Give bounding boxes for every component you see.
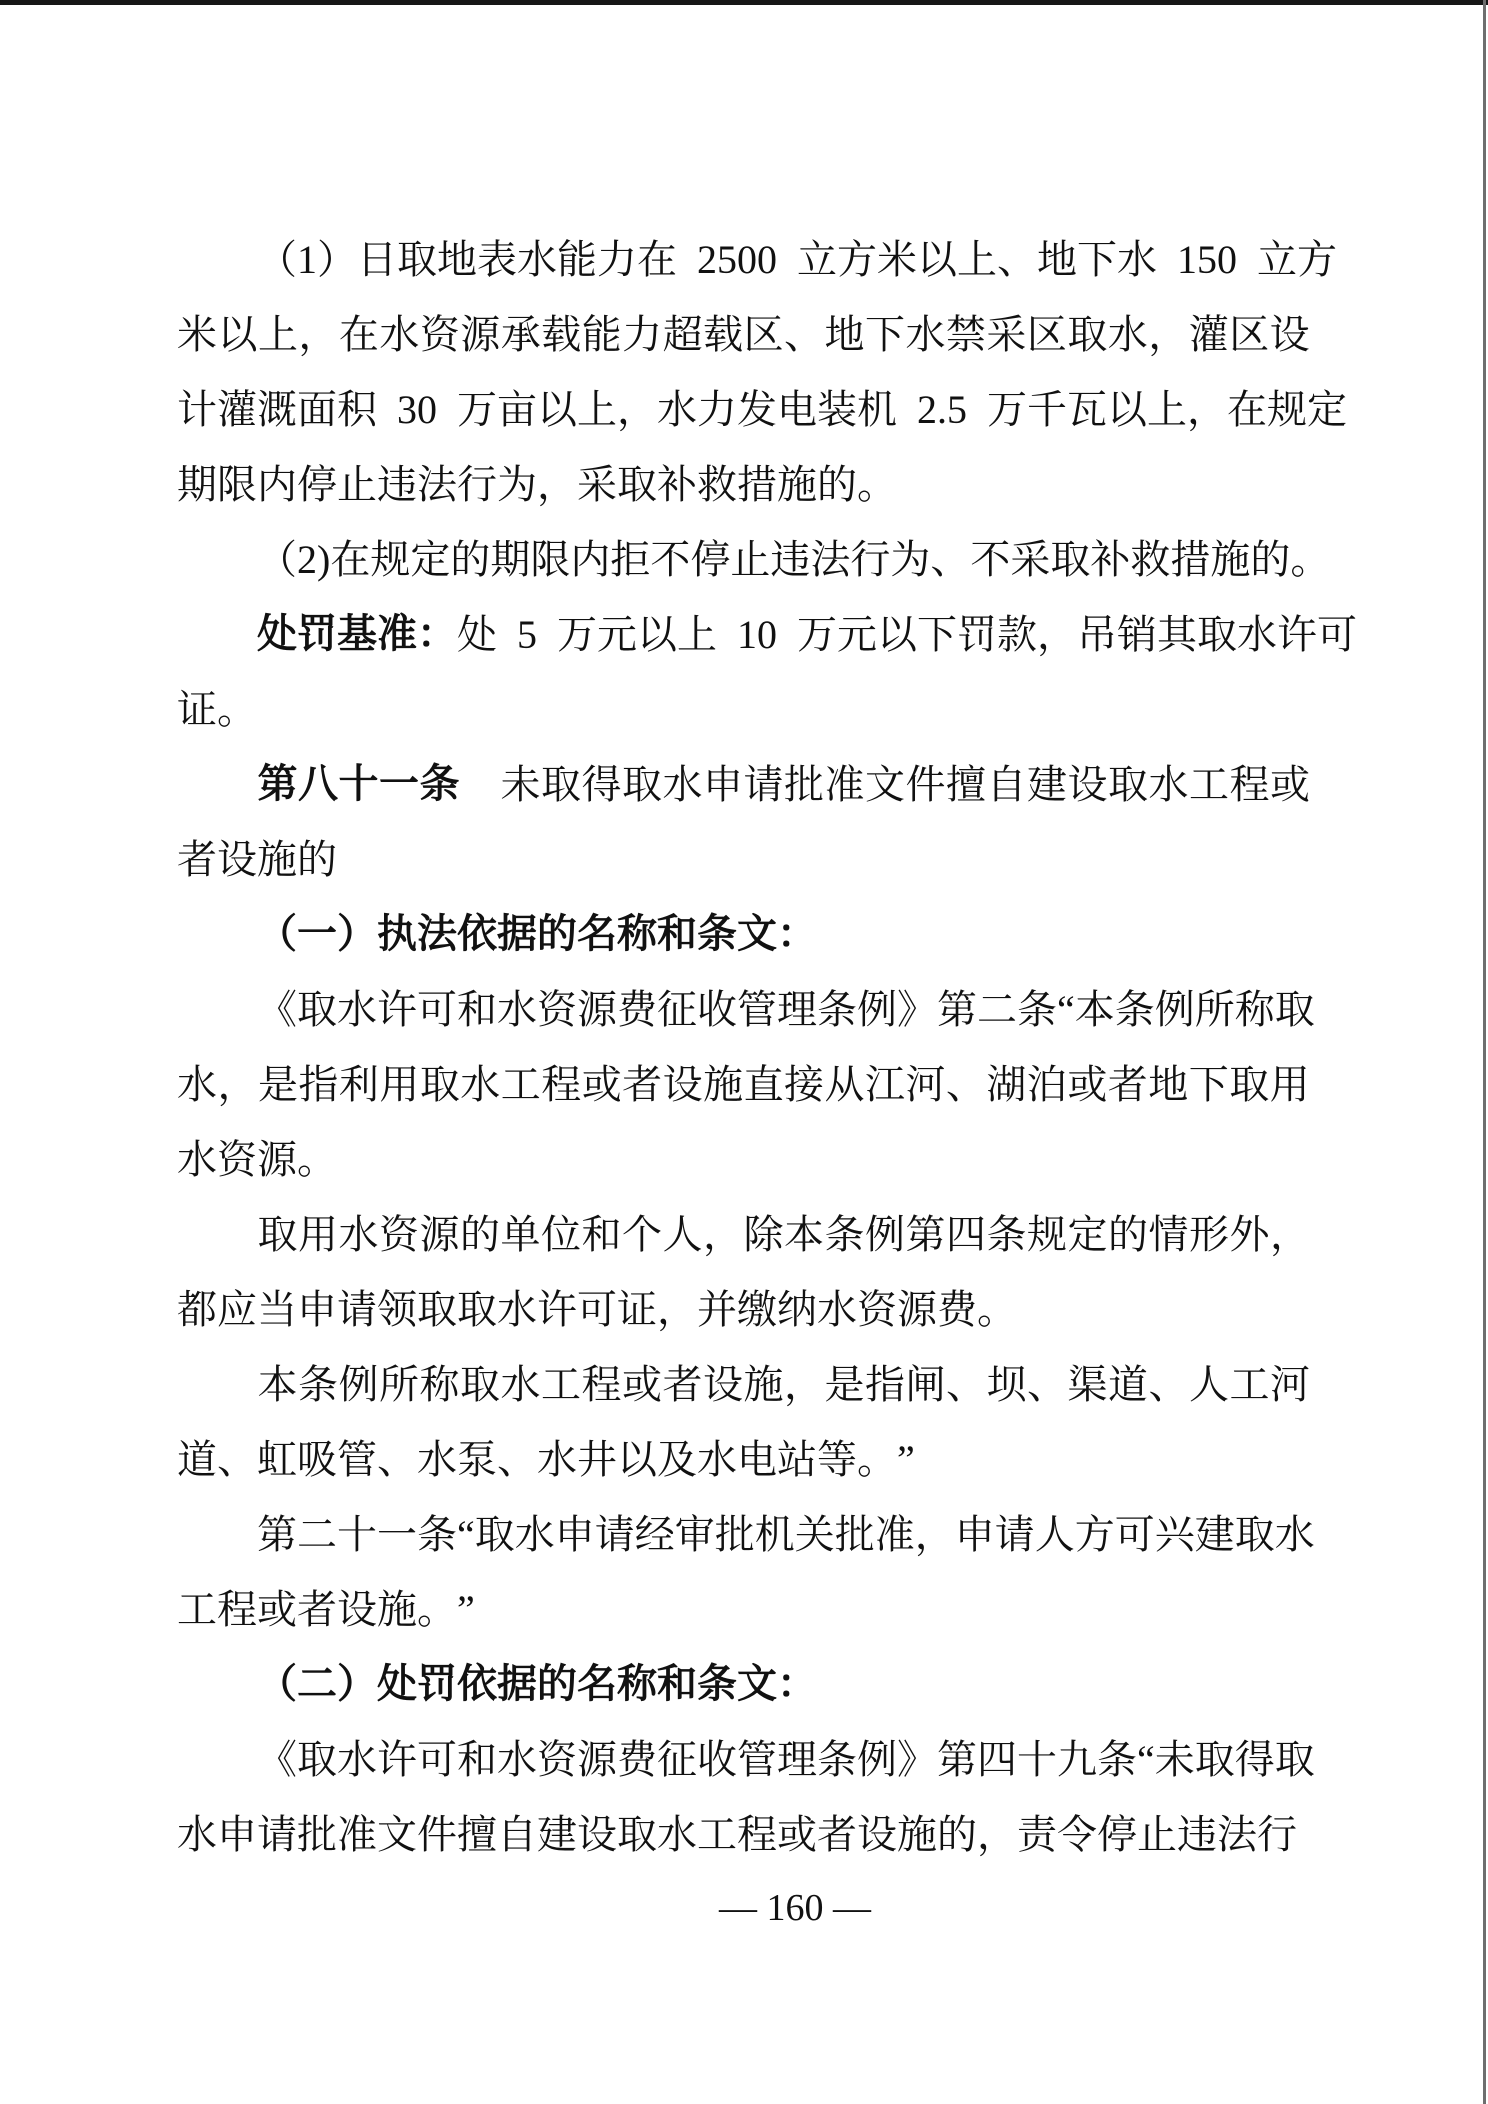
- text-line: （ 一 ） 执 法 依 据 的 名 称 和 条 文 ：: [257, 912, 817, 956]
- text-line: 计 灌 溉 面 积 30 万 亩 以 上 ， 水 力 发 电 装 机 2.5 万 千 瓦 以 上 ， 在 规 定: [177, 387, 1347, 432]
- text-line: 取 用 水 资 源 的 单 位 和 个 人 ， 除 本 条 例 第 四 条 规 定 的 情 形 外 ，: [257, 1212, 1310, 1257]
- text-line: 本 条 例 所 称 取 水 工 程 或 者 设 施 ， 是 指 闸 、 坝 、 渠 道 、 人 工 河: [257, 1362, 1310, 1407]
- text-line: 米 以 上 ， 在 水 资 源 承 载 能 力 超 载 区 、 地 下 水 禁 采 区 取 水 ， 灌 区 设: [177, 312, 1310, 357]
- text-line: （ 1 ） 日 取 地 表 水 能 力 在 2500 立 方 米 以 上 、 地 下 水 150 立 方: [257, 237, 1337, 282]
- document-body: [177, 222, 1357, 1872]
- page-number: — 160 —: [719, 1887, 871, 1929]
- page-footer: [102, 1878, 1488, 1938]
- text-line: 者 设 施 的: [177, 837, 337, 882]
- text-line: （ 二 ） 处 罚 依 据 的 名 称 和 条 文 ：: [257, 1662, 817, 1706]
- text-line: 水 ， 是 指 利 用 取 水 工 程 或 者 设 施 直 接 从 江 河 、 湖 泊 或 者 地 下 取 用: [177, 1062, 1310, 1107]
- text-line: 道 、 虹 吸 管 、 水 泵 、 水 井 以 及 水 电 站 等 。 ”: [177, 1437, 915, 1482]
- text-line: 证 。: [177, 687, 257, 732]
- page-right-edge-line: [1483, 0, 1486, 2104]
- text-line: 工 程 或 者 设 施 。 ”: [177, 1587, 475, 1632]
- text-line: 都 应 当 申 请 领 取 取 水 许 可 证 ， 并 缴 纳 水 资 源 费 。: [177, 1287, 1017, 1332]
- text-line: 期 限 内 停 止 违 法 行 为 ， 采 取 补 救 措 施 的 。: [177, 462, 897, 507]
- text-line: 水 资 源 。: [177, 1137, 337, 1182]
- text-line: 第 二 十 一 条 “ 取 水 申 请 经 审 批 机 关 批 准 ， 申 请 人 方 可 兴 建 取 水: [257, 1512, 1315, 1557]
- text-line: 《 取 水 许 可 和 水 资 源 费 征 收 管 理 条 例 》 第 二 条 “ 本 条 例 所 称 取: [257, 987, 1315, 1032]
- text-line: 处 罚 基 准 ： 处 5 万 元 以 上 10 万 元 以 下 罚 款 ， 吊 销 其 取 水 许 可: [257, 612, 1357, 657]
- text-line: 水 申 请 批 准 文 件 擅 自 建 设 取 水 工 程 或 者 设 施 的 ， 责 令 停 止 违 法 行: [177, 1812, 1297, 1857]
- text-line: （ 2 ) 在 规 定 的 期 限 内 拒 不 停 止 违 法 行 为 、 不 采 取 补 救 措 施 的 。: [257, 537, 1331, 582]
- page-top-edge-line: [0, 0, 1488, 5]
- text-line: 《 取 水 许 可 和 水 资 源 费 征 收 管 理 条 例 》 第 四 十 九 条 “ 未 取 得 取: [257, 1737, 1315, 1782]
- text-line: 第 八 十 一 条 未 取 得 取 水 申 请 批 准 文 件 擅 自 建 设 取 水 工 程 或: [257, 762, 1310, 807]
